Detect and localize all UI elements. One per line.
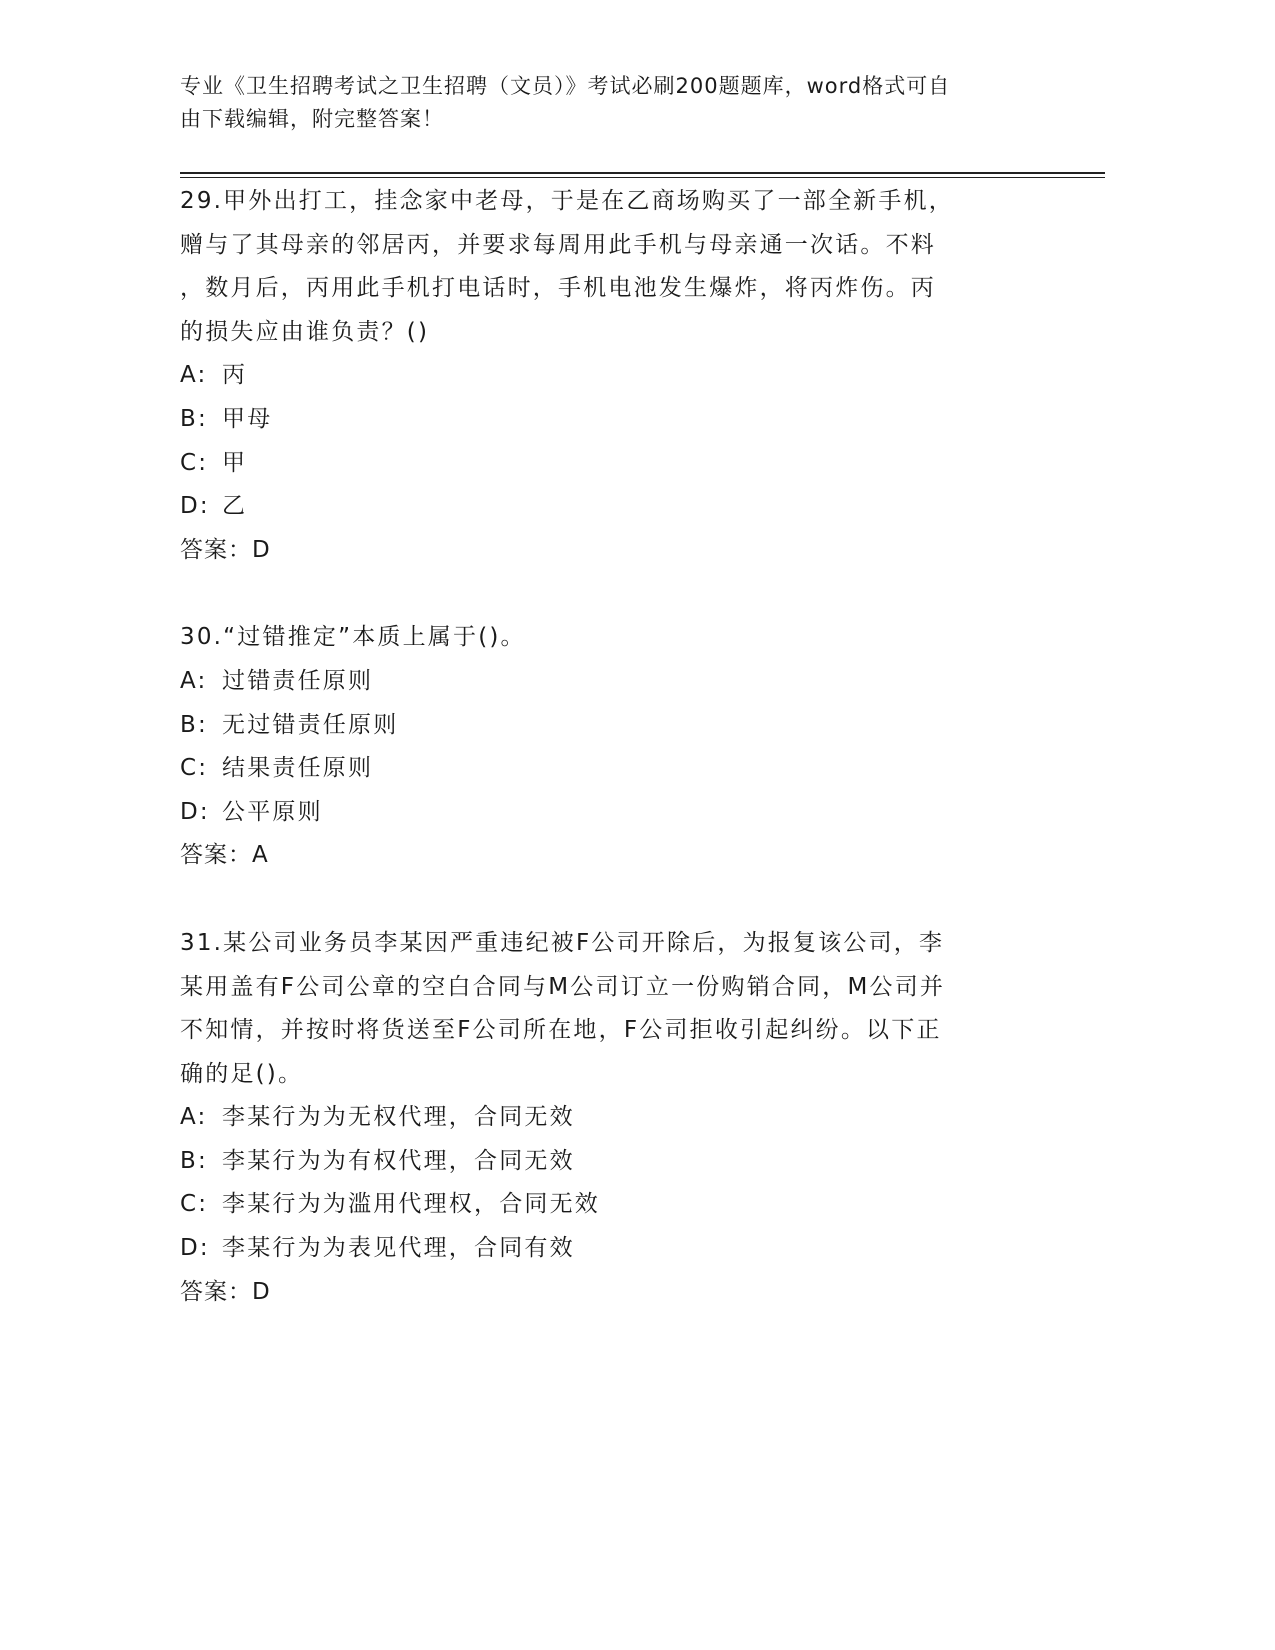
option-text: 李某行为为无权代理，合同无效 [222,1104,575,1131]
header-divider-thick [180,172,1105,174]
question-29 [180,180,1050,572]
option-b [180,1140,1050,1184]
option-text: 李某行为为表见代理，合同有效 [222,1235,575,1262]
option-text: 甲母 [222,405,273,432]
header-line-2: 由下载编辑，附完整答案！ [180,107,444,131]
option-text: 甲 [222,449,248,476]
option-a [180,660,1050,704]
answer-line: 答案：D [180,1278,271,1305]
option-b [180,398,1050,442]
option-text: 结果责任原则 [222,755,374,782]
option-text: 李某行为为滥用代理权，合同无效 [222,1191,600,1218]
question-stem-line: 31.某公司业务员李某因严重违纪被F公司开除后，为报复该公司，李 [180,929,945,956]
option-key: A: [180,1104,208,1131]
option-key: A: [180,667,208,694]
option-key: C: [180,1191,209,1218]
question-stem-line: 30.“过错推定”本质上属于()。 [180,624,526,651]
document-header [180,70,1030,136]
option-key: D: [180,493,210,520]
header-divider-thin [180,177,1105,178]
option-key: D: [180,1235,210,1262]
option-c [180,442,1050,486]
option-d [180,1227,1050,1271]
option-text: 无过错责任原则 [222,711,399,738]
option-c [180,747,1050,791]
option-text: 过错责任原则 [222,667,374,694]
question-stem-line: 某用盖有F公司公章的空白合同与M公司订立一份购销合同，M公司并 [180,973,946,1000]
header-line-1: 专业《卫生招聘考试之卫生招聘（文员）》考试必刷200题题库，word格式可自 [180,74,951,98]
option-a [180,1096,1050,1140]
option-d [180,791,1050,835]
option-text: 公平原则 [222,798,323,825]
option-b [180,704,1050,748]
question-30 [180,616,1050,878]
option-key: C: [180,449,209,476]
option-c [180,1183,1050,1227]
question-spacer [180,572,1050,616]
option-key: B: [180,711,208,738]
question-stem-line: 不知情，并按时将货送至F公司所在地，F公司拒收引起纠纷。以下正 [180,1017,942,1044]
answer-line: 答案：A [180,842,269,869]
option-d [180,485,1050,529]
question-spacer [180,878,1050,922]
option-key: D: [180,798,210,825]
question-list [180,180,1050,1314]
question-stem-line: 的损失应由谁负责？() [180,318,430,345]
question-stem-line: 确的足()。 [180,1060,304,1087]
option-key: B: [180,405,208,432]
option-a [180,354,1050,398]
option-text: 乙 [222,493,248,520]
answer-line: 答案：D [180,536,271,563]
question-stem-line: 赠与了其母亲的邻居丙，并要求每周用此手机与母亲通一次话。不料 [180,231,936,258]
question-31 [180,922,1050,1314]
question-stem-line: ，数月后，丙用此手机打电话时，手机电池发生爆炸，将丙炸伤。丙 [180,275,936,302]
option-key: C: [180,755,209,782]
question-stem-line: 29.甲外出打工，挂念家中老母，于是在乙商场购买了一部全新手机， [180,188,954,214]
option-text: 丙 [222,362,248,389]
option-text: 李某行为为有权代理，合同无效 [222,1147,575,1174]
option-key: A: [180,362,208,389]
option-key: B: [180,1147,208,1174]
